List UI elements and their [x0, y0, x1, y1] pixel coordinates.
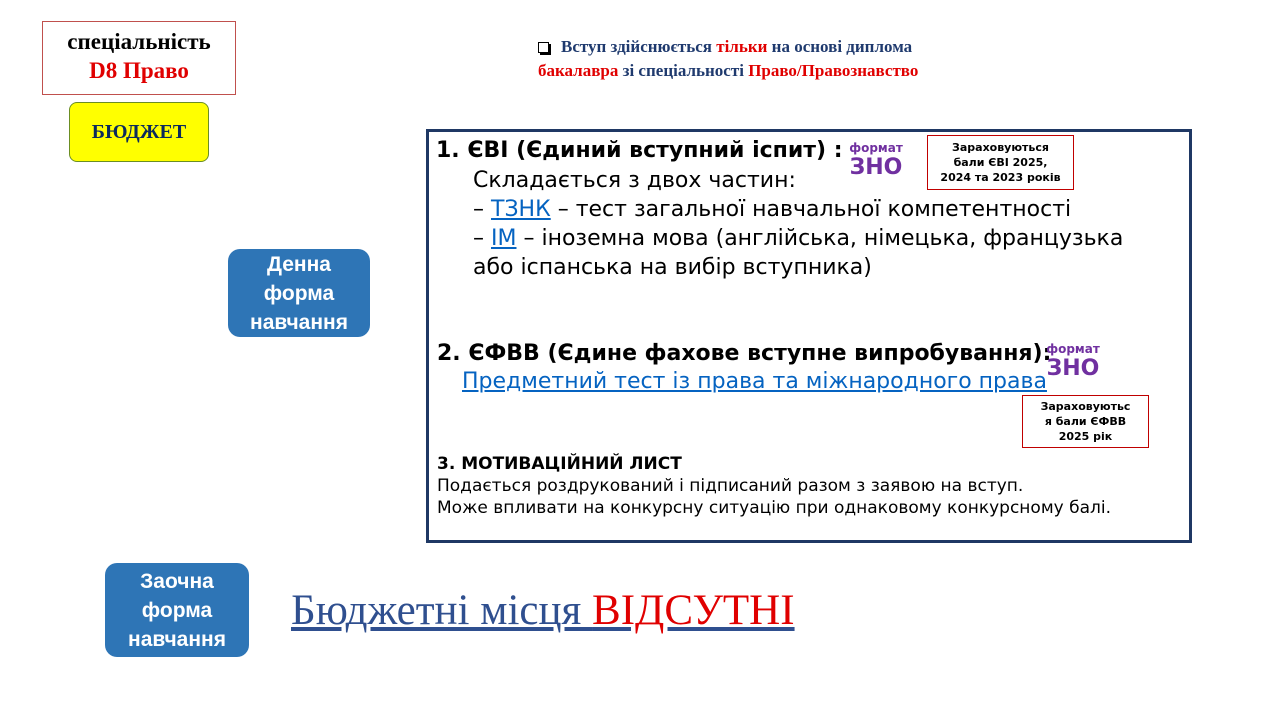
note-line: Зараховуються [952, 141, 1049, 154]
item3-title: 3. МОТИВАЦІЙНИЙ ЛИСТ [437, 454, 682, 474]
specialty-box [42, 21, 236, 95]
item1-line [473, 195, 1123, 224]
item1-title: 1. ЄВІ (Єдиний вступний іспит) : [436, 138, 843, 163]
zno-label: ЗНО [1046, 356, 1100, 381]
no-budget-text: Бюджетні місця [291, 587, 593, 634]
note-line: бали ЄВІ 2025, [953, 156, 1048, 169]
item3-body [437, 475, 1111, 519]
no-budget-absent: ВІДСУТНІ [592, 587, 795, 634]
note-line: 2024 та 2023 років [940, 171, 1061, 184]
dash: – [473, 226, 491, 251]
budget-badge: БЮДЖЕТ [69, 102, 209, 162]
tznk-desc: – тест загальної навчальної компетентності [550, 197, 1072, 222]
specialty-name: D8 Право [89, 58, 189, 83]
item1-line: або іспанська на вибір вступника) [473, 255, 872, 280]
dash: – [473, 197, 491, 222]
item3-line: Може впливати на конкурсну ситуацію при однаковому конкурсному балі. [437, 498, 1112, 518]
extramural-form-button[interactable] [105, 563, 249, 657]
extramural-form-line: навчання [128, 627, 226, 651]
note-line: я бали ЄФВВ [1044, 415, 1127, 428]
im-link[interactable]: ІМ [491, 226, 517, 251]
note-text-bachelor: бакалавра [538, 61, 619, 80]
im-desc: – іноземна мова (англійська, німецька, французька [516, 226, 1124, 251]
day-form-line: форма [263, 281, 335, 305]
item3-line: Подається роздрукований і підписаний разом з заявою на вступ. [437, 476, 1024, 496]
note-line: 2025 рік [1058, 430, 1113, 443]
note-text-5: зі спеціальності [618, 61, 749, 80]
zno-label: ЗНО [849, 155, 903, 180]
note-text-3: на основі диплома [767, 37, 913, 56]
note-text-specialty: Право/Правознавство [748, 61, 919, 80]
item1-line [473, 224, 1123, 253]
day-form-line: Денна [267, 252, 331, 276]
subject-test-link[interactable]: Предметний тест із права та міжнародного права [462, 369, 1047, 394]
zno-format-tag [1043, 342, 1103, 382]
note-text-only: тільки [716, 37, 768, 56]
evi-credit-note [927, 135, 1074, 190]
day-form-line: навчання [250, 310, 348, 334]
specialty-label: спеціальність [67, 29, 211, 54]
efvv-credit-note [1022, 395, 1149, 448]
zno-format-tag [846, 141, 906, 181]
tznk-link[interactable]: ТЗНК [491, 197, 551, 222]
day-form-button[interactable] [228, 249, 370, 337]
note-line: Зараховуютьс [1040, 400, 1131, 413]
checkbox-bullet-icon [538, 42, 549, 53]
admission-note [538, 35, 1058, 83]
format-label: формат [849, 141, 903, 155]
item2-title: 2. ЄФВВ (Єдине фахове вступне випробування): [437, 341, 1052, 366]
item1-line: Складається з двох частин: [473, 168, 796, 193]
format-label: формат [1046, 342, 1100, 356]
extramural-form-line: Заочна [140, 569, 214, 593]
no-budget-places [291, 583, 795, 639]
note-text-1: Вступ здійснюється [561, 37, 717, 56]
extramural-form-line: форма [141, 598, 213, 622]
